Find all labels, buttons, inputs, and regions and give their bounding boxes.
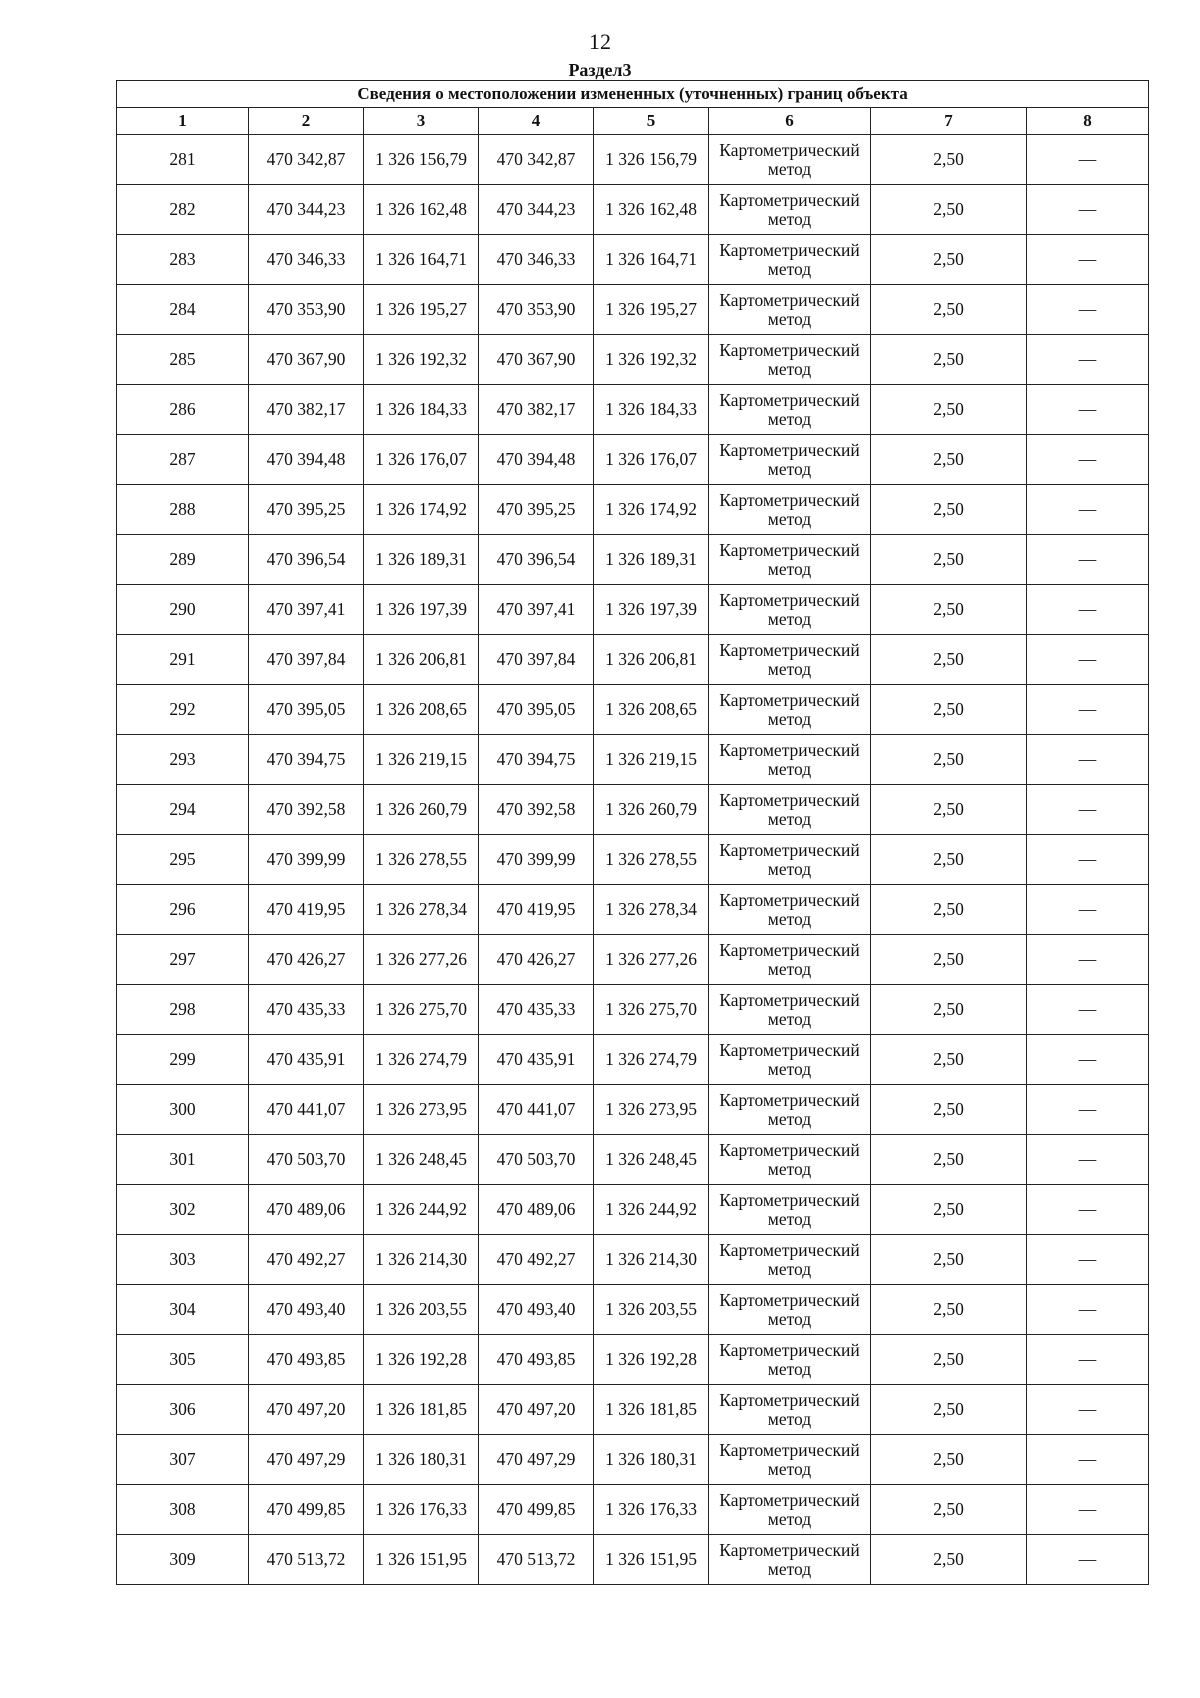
method-cell: Картометрический метод [709,1385,871,1435]
y-coordinate-cell: 1 326 248,45 [364,1135,479,1185]
x-coordinate-cell: 470 395,25 [249,485,364,535]
method-cell: Картометрический метод [709,1335,871,1385]
table-row [117,635,1149,685]
x-coordinate-cell: 470 382,17 [479,385,594,435]
y-coordinate-cell: 1 326 208,65 [364,685,479,735]
method-cell: Картометрический метод [709,1085,871,1135]
accuracy-cell: 2,50 [871,835,1027,885]
y-coordinate-cell: 1 326 275,70 [364,985,479,1035]
description-cell: — [1027,1335,1149,1385]
accuracy-cell: 2,50 [871,535,1027,585]
x-coordinate-cell: 470 342,87 [479,135,594,185]
accuracy-cell: 2,50 [871,285,1027,335]
point-number-cell: 289 [117,535,249,585]
x-coordinate-cell: 470 353,90 [479,285,594,335]
column-header: 1 [117,108,249,135]
x-coordinate-cell: 470 441,07 [249,1085,364,1135]
description-cell: — [1027,285,1149,335]
accuracy-cell: 2,50 [871,435,1027,485]
table-row [117,1535,1149,1585]
x-coordinate-cell: 470 367,90 [249,335,364,385]
accuracy-cell: 2,50 [871,1335,1027,1385]
y-coordinate-cell: 1 326 151,95 [364,1535,479,1585]
description-cell: — [1027,635,1149,685]
point-number-cell: 282 [117,185,249,235]
table-row [117,935,1149,985]
description-cell: — [1027,1035,1149,1085]
y-coordinate-cell: 1 326 184,33 [364,385,479,435]
x-coordinate-cell: 470 394,48 [479,435,594,485]
table-row [117,685,1149,735]
point-number-cell: 288 [117,485,249,535]
x-coordinate-cell: 470 397,84 [249,635,364,685]
y-coordinate-cell: 1 326 164,71 [364,235,479,285]
accuracy-cell: 2,50 [871,885,1027,935]
x-coordinate-cell: 470 346,33 [249,235,364,285]
point-number-cell: 302 [117,1185,249,1235]
method-cell: Картометрический метод [709,1235,871,1285]
y-coordinate-cell: 1 326 197,39 [364,585,479,635]
y-coordinate-cell: 1 326 192,28 [364,1335,479,1385]
x-coordinate-cell: 470 497,29 [479,1435,594,1485]
table-row [117,1385,1149,1435]
table-row [117,785,1149,835]
method-cell: Картометрический метод [709,1485,871,1535]
method-cell: Картометрический метод [709,785,871,835]
y-coordinate-cell: 1 326 197,39 [594,585,709,635]
x-coordinate-cell: 470 492,27 [479,1235,594,1285]
point-number-cell: 297 [117,935,249,985]
x-coordinate-cell: 470 435,33 [249,985,364,1035]
boundary-table [116,80,1149,1585]
y-coordinate-cell: 1 326 278,34 [594,885,709,935]
x-coordinate-cell: 470 397,41 [249,585,364,635]
description-cell: — [1027,1285,1149,1335]
table-body [117,135,1149,1585]
accuracy-cell: 2,50 [871,1135,1027,1185]
point-number-cell: 309 [117,1535,249,1585]
table-row [117,985,1149,1035]
description-cell: — [1027,785,1149,835]
method-cell: Картометрический метод [709,335,871,385]
y-coordinate-cell: 1 326 189,31 [594,535,709,585]
method-cell: Картометрический метод [709,135,871,185]
y-coordinate-cell: 1 326 214,30 [594,1235,709,1285]
description-cell: — [1027,1535,1149,1585]
point-number-cell: 296 [117,885,249,935]
accuracy-cell: 2,50 [871,135,1027,185]
x-coordinate-cell: 470 497,20 [249,1385,364,1435]
description-cell: — [1027,135,1149,185]
y-coordinate-cell: 1 326 275,70 [594,985,709,1035]
accuracy-cell: 2,50 [871,1185,1027,1235]
x-coordinate-cell: 470 396,54 [249,535,364,585]
y-coordinate-cell: 1 326 206,81 [594,635,709,685]
method-cell: Картометрический метод [709,685,871,735]
point-number-cell: 300 [117,1085,249,1135]
x-coordinate-cell: 470 399,99 [479,835,594,885]
accuracy-cell: 2,50 [871,735,1027,785]
x-coordinate-cell: 470 426,27 [249,935,364,985]
point-number-cell: 304 [117,1285,249,1335]
y-coordinate-cell: 1 326 274,79 [594,1035,709,1085]
point-number-cell: 286 [117,385,249,435]
point-number-cell: 308 [117,1485,249,1535]
method-cell: Картометрический метод [709,835,871,885]
table-row [117,535,1149,585]
accuracy-cell: 2,50 [871,1085,1027,1135]
y-coordinate-cell: 1 326 274,79 [364,1035,479,1085]
y-coordinate-cell: 1 326 176,07 [594,435,709,485]
accuracy-cell: 2,50 [871,185,1027,235]
y-coordinate-cell: 1 326 260,79 [364,785,479,835]
y-coordinate-cell: 1 326 180,31 [364,1435,479,1485]
description-cell: — [1027,685,1149,735]
y-coordinate-cell: 1 326 181,85 [594,1385,709,1435]
description-cell: — [1027,585,1149,635]
y-coordinate-cell: 1 326 189,31 [364,535,479,585]
table-row [117,1035,1149,1085]
y-coordinate-cell: 1 326 192,28 [594,1335,709,1385]
x-coordinate-cell: 470 394,48 [249,435,364,485]
method-cell: Картометрический метод [709,535,871,585]
x-coordinate-cell: 470 396,54 [479,535,594,585]
x-coordinate-cell: 470 435,33 [479,985,594,1035]
x-coordinate-cell: 470 344,23 [479,185,594,235]
method-cell: Картометрический метод [709,985,871,1035]
point-number-cell: 292 [117,685,249,735]
table-row [117,1135,1149,1185]
x-coordinate-cell: 470 367,90 [479,335,594,385]
point-number-cell: 306 [117,1385,249,1435]
x-coordinate-cell: 470 499,85 [479,1485,594,1535]
point-number-cell: 298 [117,985,249,1035]
y-coordinate-cell: 1 326 162,48 [364,185,479,235]
y-coordinate-cell: 1 326 203,55 [594,1285,709,1335]
description-cell: — [1027,885,1149,935]
x-coordinate-cell: 470 353,90 [249,285,364,335]
table-row [117,185,1149,235]
y-coordinate-cell: 1 326 273,95 [364,1085,479,1135]
x-coordinate-cell: 470 441,07 [479,1085,594,1135]
y-coordinate-cell: 1 326 195,27 [594,285,709,335]
method-cell: Картометрический метод [709,585,871,635]
accuracy-cell: 2,50 [871,1435,1027,1485]
y-coordinate-cell: 1 326 206,81 [364,635,479,685]
table-row [117,585,1149,635]
x-coordinate-cell: 470 397,84 [479,635,594,685]
x-coordinate-cell: 470 394,75 [249,735,364,785]
y-coordinate-cell: 1 326 244,92 [594,1185,709,1235]
y-coordinate-cell: 1 326 273,95 [594,1085,709,1135]
x-coordinate-cell: 470 492,27 [249,1235,364,1285]
method-cell: Картометрический метод [709,185,871,235]
method-cell: Картометрический метод [709,1185,871,1235]
y-coordinate-cell: 1 326 156,79 [364,135,479,185]
method-cell: Картометрический метод [709,735,871,785]
y-coordinate-cell: 1 326 180,31 [594,1435,709,1485]
accuracy-cell: 2,50 [871,1035,1027,1085]
accuracy-cell: 2,50 [871,235,1027,285]
y-coordinate-cell: 1 326 277,26 [364,935,479,985]
method-cell: Картометрический метод [709,485,871,535]
accuracy-cell: 2,50 [871,1285,1027,1335]
point-number-cell: 291 [117,635,249,685]
x-coordinate-cell: 470 493,40 [479,1285,594,1335]
description-cell: — [1027,185,1149,235]
method-cell: Картометрический метод [709,1035,871,1085]
description-cell: — [1027,435,1149,485]
column-header: 3 [364,108,479,135]
description-cell: — [1027,335,1149,385]
method-cell: Картометрический метод [709,935,871,985]
description-cell: — [1027,235,1149,285]
x-coordinate-cell: 470 493,85 [479,1335,594,1385]
description-cell: — [1027,535,1149,585]
method-cell: Картометрический метод [709,1535,871,1585]
method-cell: Картометрический метод [709,635,871,685]
column-header: 6 [709,108,871,135]
y-coordinate-cell: 1 326 278,55 [364,835,479,885]
description-cell: — [1027,1235,1149,1285]
table-row [117,1285,1149,1335]
y-coordinate-cell: 1 326 278,34 [364,885,479,935]
table-row [117,435,1149,485]
table-row [117,335,1149,385]
y-coordinate-cell: 1 326 260,79 [594,785,709,835]
y-coordinate-cell: 1 326 156,79 [594,135,709,185]
x-coordinate-cell: 470 503,70 [249,1135,364,1185]
description-cell: — [1027,835,1149,885]
column-header: 4 [479,108,594,135]
description-cell: — [1027,1085,1149,1135]
description-cell: — [1027,1385,1149,1435]
method-cell: Картометрический метод [709,885,871,935]
accuracy-cell: 2,50 [871,785,1027,835]
x-coordinate-cell: 470 513,72 [249,1535,364,1585]
description-cell: — [1027,1485,1149,1535]
y-coordinate-cell: 1 326 277,26 [594,935,709,985]
x-coordinate-cell: 470 435,91 [479,1035,594,1085]
x-coordinate-cell: 470 503,70 [479,1135,594,1185]
table-row [117,385,1149,435]
x-coordinate-cell: 470 399,99 [249,835,364,885]
table-row [117,1335,1149,1385]
y-coordinate-cell: 1 326 164,71 [594,235,709,285]
description-cell: — [1027,735,1149,785]
method-cell: Картометрический метод [709,435,871,485]
x-coordinate-cell: 470 489,06 [249,1185,364,1235]
x-coordinate-cell: 470 513,72 [479,1535,594,1585]
x-coordinate-cell: 470 382,17 [249,385,364,435]
accuracy-cell: 2,50 [871,1535,1027,1585]
y-coordinate-cell: 1 326 219,15 [594,735,709,785]
x-coordinate-cell: 470 497,29 [249,1435,364,1485]
point-number-cell: 287 [117,435,249,485]
x-coordinate-cell: 470 392,58 [479,785,594,835]
y-coordinate-cell: 1 326 244,92 [364,1185,479,1235]
x-coordinate-cell: 470 397,41 [479,585,594,635]
table-row [117,1085,1149,1135]
method-cell: Картометрический метод [709,285,871,335]
x-coordinate-cell: 470 395,05 [479,685,594,735]
table-row [117,1185,1149,1235]
description-cell: — [1027,485,1149,535]
point-number-cell: 295 [117,835,249,885]
table-row [117,735,1149,785]
y-coordinate-cell: 1 326 184,33 [594,385,709,435]
table-row [117,485,1149,535]
point-number-cell: 301 [117,1135,249,1185]
table-title: Сведения о местоположении измененных (уточненных) границ объекта [117,81,1149,108]
y-coordinate-cell: 1 326 214,30 [364,1235,479,1285]
section-label: Раздел3 [568,60,632,80]
table-title-row [117,81,1149,108]
x-coordinate-cell: 470 395,05 [249,685,364,735]
point-number-cell: 303 [117,1235,249,1285]
accuracy-cell: 2,50 [871,685,1027,735]
table-row [117,1435,1149,1485]
column-header: 2 [249,108,364,135]
x-coordinate-cell: 470 419,95 [479,885,594,935]
y-coordinate-cell: 1 326 208,65 [594,685,709,735]
table-row [117,1485,1149,1535]
point-number-cell: 305 [117,1335,249,1385]
x-coordinate-cell: 470 346,33 [479,235,594,285]
accuracy-cell: 2,50 [871,1485,1027,1535]
y-coordinate-cell: 1 326 203,55 [364,1285,479,1335]
accuracy-cell: 2,50 [871,1235,1027,1285]
x-coordinate-cell: 470 497,20 [479,1385,594,1435]
column-header: 7 [871,108,1027,135]
column-header: 8 [1027,108,1149,135]
accuracy-cell: 2,50 [871,935,1027,985]
point-number-cell: 293 [117,735,249,785]
description-cell: — [1027,1185,1149,1235]
x-coordinate-cell: 470 394,75 [479,735,594,785]
x-coordinate-cell: 470 426,27 [479,935,594,985]
accuracy-cell: 2,50 [871,485,1027,535]
point-number-cell: 290 [117,585,249,635]
y-coordinate-cell: 1 326 192,32 [594,335,709,385]
y-coordinate-cell: 1 326 151,95 [594,1535,709,1585]
point-number-cell: 307 [117,1435,249,1485]
x-coordinate-cell: 470 493,85 [249,1335,364,1385]
table-header-row [117,108,1149,135]
table-row [117,285,1149,335]
y-coordinate-cell: 1 326 174,92 [594,485,709,535]
point-number-cell: 299 [117,1035,249,1085]
table-row [117,885,1149,935]
accuracy-cell: 2,50 [871,1385,1027,1435]
description-cell: — [1027,1435,1149,1485]
x-coordinate-cell: 470 344,23 [249,185,364,235]
x-coordinate-cell: 470 419,95 [249,885,364,935]
x-coordinate-cell: 470 392,58 [249,785,364,835]
method-cell: Картометрический метод [709,1435,871,1485]
x-coordinate-cell: 470 493,40 [249,1285,364,1335]
description-cell: — [1027,1135,1149,1185]
y-coordinate-cell: 1 326 248,45 [594,1135,709,1185]
description-cell: — [1027,935,1149,985]
table-row [117,1235,1149,1285]
table-row [117,835,1149,885]
point-number-cell: 285 [117,335,249,385]
table-row [117,135,1149,185]
page-number: 12 [589,29,611,54]
method-cell: Картометрический метод [709,235,871,285]
accuracy-cell: 2,50 [871,385,1027,435]
y-coordinate-cell: 1 326 278,55 [594,835,709,885]
column-header: 5 [594,108,709,135]
point-number-cell: 283 [117,235,249,285]
description-cell: — [1027,385,1149,435]
point-number-cell: 281 [117,135,249,185]
x-coordinate-cell: 470 342,87 [249,135,364,185]
point-number-cell: 284 [117,285,249,335]
y-coordinate-cell: 1 326 176,07 [364,435,479,485]
y-coordinate-cell: 1 326 219,15 [364,735,479,785]
y-coordinate-cell: 1 326 176,33 [364,1485,479,1535]
method-cell: Картометрический метод [709,1135,871,1185]
table-row [117,235,1149,285]
y-coordinate-cell: 1 326 195,27 [364,285,479,335]
y-coordinate-cell: 1 326 192,32 [364,335,479,385]
y-coordinate-cell: 1 326 162,48 [594,185,709,235]
description-cell: — [1027,985,1149,1035]
accuracy-cell: 2,50 [871,335,1027,385]
x-coordinate-cell: 470 499,85 [249,1485,364,1535]
x-coordinate-cell: 470 395,25 [479,485,594,535]
y-coordinate-cell: 1 326 181,85 [364,1385,479,1435]
accuracy-cell: 2,50 [871,585,1027,635]
y-coordinate-cell: 1 326 174,92 [364,485,479,535]
x-coordinate-cell: 470 489,06 [479,1185,594,1235]
accuracy-cell: 2,50 [871,985,1027,1035]
accuracy-cell: 2,50 [871,635,1027,685]
method-cell: Картометрический метод [709,385,871,435]
y-coordinate-cell: 1 326 176,33 [594,1485,709,1535]
point-number-cell: 294 [117,785,249,835]
method-cell: Картометрический метод [709,1285,871,1335]
x-coordinate-cell: 470 435,91 [249,1035,364,1085]
